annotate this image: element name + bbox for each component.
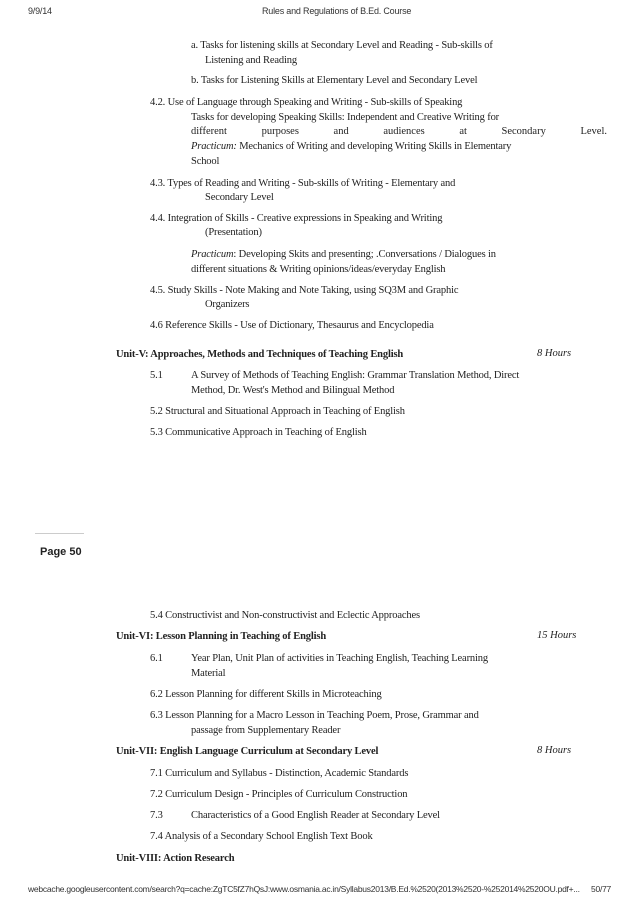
text-line: 7.4 Analysis of a Secondary School English Text Book — [150, 831, 373, 842]
justified-line — [191, 126, 607, 137]
text-line: 4.6 Reference Skills - Use of Dictionary, Thesaurus and Encyclopedia — [150, 320, 434, 331]
practicum-text: Mechanics of Writing and developing Writing Skills in Elementary — [236, 141, 512, 152]
text-line: 4.2. Use of Language through Speaking and Writing - Sub-skills of Speaking — [150, 97, 463, 108]
practicum-label: Practicum: — [191, 141, 237, 152]
text-line: 5.3 Communicative Approach in Teaching of English — [150, 427, 367, 438]
page-divider — [35, 533, 84, 534]
text-line: Method, Dr. West's Method and Bilingual Method — [191, 385, 395, 396]
footer-url[interactable]: webcache.googleusercontent.com/search?q=cache:ZgTC5fZ7hQsJ:www.osmania.ac.in/Syllabus2013/B.Ed.%2520(2013%2520-%252014%2520OU.pdf+... — [28, 884, 580, 894]
text-line: Organizers — [205, 299, 250, 310]
word: and — [333, 126, 349, 137]
text-line: Year Plan, Unit Plan of activities in Teaching English, Teaching Learning — [191, 653, 488, 664]
text-line: Secondary Level — [205, 192, 274, 203]
unit-heading: Unit-V: Approaches, Methods and Techniques of Teaching English — [116, 349, 404, 360]
text-line: Characteristics of a Good English Reader at Secondary Level — [191, 810, 440, 821]
text-line: School — [191, 156, 220, 167]
item-number: 7.3 — [150, 810, 163, 821]
footer-page-count: 50/77 — [591, 884, 612, 894]
item-number: 6.1 — [150, 653, 163, 664]
text-line: Listening and Reading — [205, 55, 297, 66]
text-line: 5.4 Constructivist and Non-constructivist and Eclectic Approaches — [150, 610, 420, 621]
unit-heading: Unit-VIII: Action Research — [116, 853, 235, 864]
text-line: Material — [191, 668, 226, 679]
header-date: 9/9/14 — [28, 6, 52, 16]
unit-heading: Unit-VII: English Language Curriculum at Secondary Level — [116, 746, 379, 757]
text-line: a. Tasks for listening skills at Secondary Level and Reading - Sub-skills of — [191, 40, 493, 51]
header-title: Rules and Regulations of B.Ed. Course — [262, 6, 412, 16]
word: at — [459, 126, 467, 137]
text-line: different situations & Writing opinions/ideas/everyday English — [191, 264, 446, 275]
text-line: 4.3. Types of Reading and Writing - Sub-skills of Writing - Elementary and — [150, 178, 456, 189]
word: different — [191, 126, 227, 137]
word: Secondary — [501, 126, 546, 137]
practicum-line — [191, 140, 511, 153]
item-number: 5.1 — [150, 370, 163, 381]
word: purposes — [261, 126, 299, 137]
unit-hours: 15 Hours — [537, 630, 577, 641]
text-line: (Presentation) — [205, 227, 262, 238]
text-line: A Survey of Methods of Teaching English: Grammar Translation Method, Direct — [191, 370, 520, 381]
text-line: 4.4. Integration of Skills - Creative expressions in Speaking and Writing — [150, 213, 443, 224]
text-line: 5.2 Structural and Situational Approach in Teaching of English — [150, 406, 405, 417]
practicum-line — [191, 248, 496, 261]
unit-hours: 8 Hours — [537, 745, 572, 756]
practicum-label: Practicum — [191, 249, 234, 260]
text-line: 7.1 Curriculum and Syllabus - Distinction, Academic Standards — [150, 768, 409, 779]
text-line: 6.3 Lesson Planning for a Macro Lesson in Teaching Poem, Prose, Grammar and — [150, 710, 479, 721]
unit-heading: Unit-VI: Lesson Planning in Teaching of English — [116, 631, 327, 642]
unit-hours: 8 Hours — [537, 348, 572, 359]
word: audiences — [383, 126, 425, 137]
page-label: Page 50 — [40, 546, 82, 558]
text-line: 7.2 Curriculum Design - Principles of Curriculum Construction — [150, 789, 408, 800]
text-line: b. Tasks for Listening Skills at Elementary Level and Secondary Level — [191, 75, 478, 86]
practicum-text: : Developing Skits and presenting; .Conversations / Dialogues in — [233, 249, 496, 260]
word: Level. — [580, 126, 607, 137]
text-line: passage from Supplementary Reader — [191, 725, 341, 736]
text-line: 6.2 Lesson Planning for different Skills in Microteaching — [150, 689, 382, 700]
text-line: 4.5. Study Skills - Note Making and Note Taking, using SQ3M and Graphic — [150, 285, 459, 296]
text-line: Tasks for developing Speaking Skills: Independent and Creative Writing for — [191, 112, 500, 123]
